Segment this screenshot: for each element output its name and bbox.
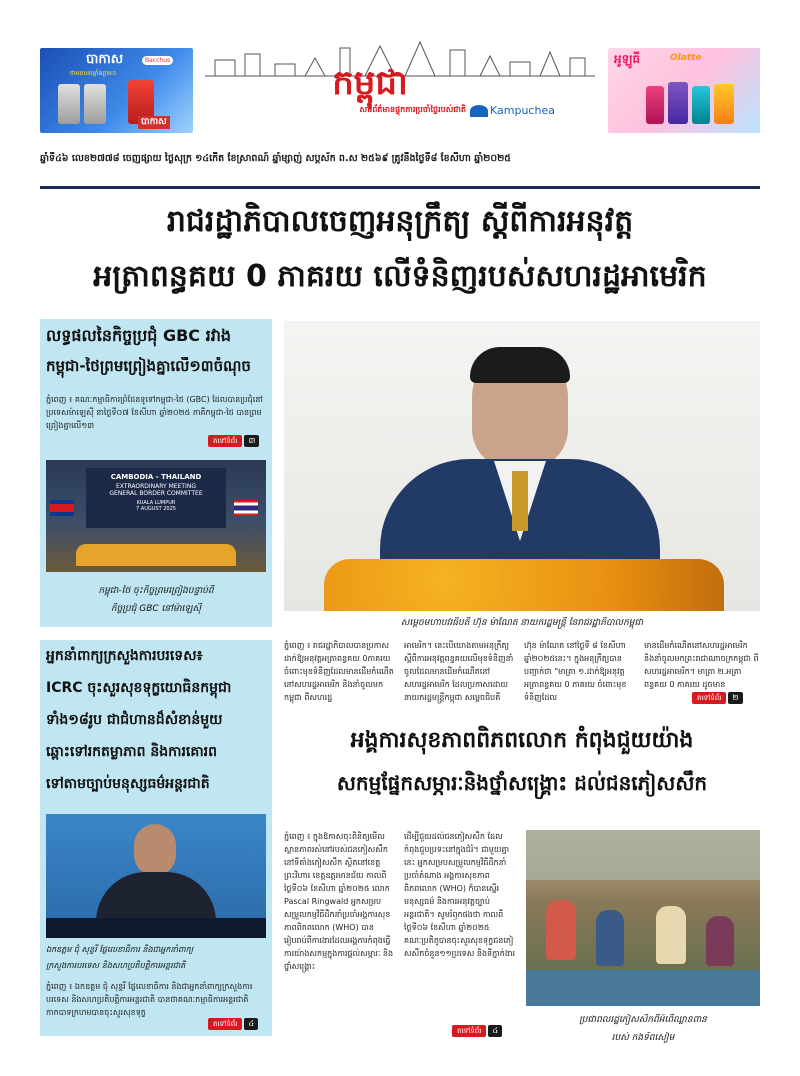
continued-label: តទៅទំព័រ xyxy=(452,1025,486,1037)
masthead xyxy=(0,0,800,150)
ad-right-title: អូឡូធី xyxy=(614,52,641,66)
continued-page-number: ៤ xyxy=(244,1018,258,1030)
story-icrc-body: ភ្នំពេញ ៖ ឯកឧត្តម ជុំ សុន្ទរី ផ្លែលេខាធិការ និងជាអ្នកនាំពាក្យក្រសួងការបរទេស និងសហប្រតិបត្តិការអន្តរជាតិ បានថាគណៈកម្មាធិការអន្តរជាតិកាកបាទក្រហមបានចុះសួរសុខទុក្ខ xyxy=(46,982,253,1017)
masthead-divider xyxy=(40,186,760,189)
photo-banner-line-3: GENERAL BORDER COMMITTEE xyxy=(109,490,203,497)
lead-story-photo[interactable] xyxy=(284,321,760,611)
story-icrc-continued[interactable] xyxy=(208,1018,258,1030)
drink-can-icon xyxy=(692,86,710,124)
portrait-tie xyxy=(512,471,528,531)
story-who-col-2: ដើម្បីជួយដល់ជនភៀសសឹក ដែលកំពុងជួបប្រទះនៅក្នុងជំរំ។ ជាមួយគ្នា នេះ អ្នកសម្របសម្រួលកម្មវិធីដឹកនាំប្រចាំតំណាង អង្គការសុខភាពពិភពលោក (WHO) ក៏បានស្នើរមនុស្សធម៌ និងការអនុវត្តច្បាប់អន្តរជាតិ។ សូមរំឭកផងថា កាលពីថ្ងៃទី០៦ ខែសីហា ឆ្នាំ២០២៥ គណៈប្រតិភូបានចុះសួរសុខទុក្ខជនភៀសសឹកចំនួន១១ប្រទេស និងទីភ្នាក់ងារ xyxy=(404,832,515,958)
continued-page-number: ៣ xyxy=(244,435,259,447)
flower-arrangement xyxy=(324,559,724,611)
crowd-figure xyxy=(546,900,576,960)
portrait-head xyxy=(134,824,176,876)
logo-slogan: សារព័ត៌មានផ្ទុកការប្រចាំថ្ងៃរបស់ជាតិ xyxy=(359,105,466,114)
dateline: ឆ្នាំទី៤៦ លេខ២៧៧៨ ចេញផ្សាយ ថ្ងៃសុក្រ ១៤កើត ខែស្រាពណ៍ ឆ្នាំម្សាញ់ សប្តស័ក ព.ស ២៥៦៩ ត្រូវនឹងថ្ងៃទី៨ ខែសីហា ឆ្នាំ២០២៥ xyxy=(40,153,511,164)
tarp xyxy=(526,830,760,880)
photo-banner-line-1: CAMBODIA - THAILAND xyxy=(110,473,202,481)
crowd-figure xyxy=(596,910,624,966)
lead-story-caption: សម្តេចមហាបវរធិបតី ហ៊ុន ម៉ាណែត នាយករដ្ឋមន្ត្រី នៃរាជរដ្ឋាភិបាលកម្ពុជា xyxy=(400,618,644,628)
continued-page-number: ៤ xyxy=(488,1025,502,1037)
lead-story-col-4: មានដើមកំណើតនៅសហរដ្ឋអាមេរិក និងនាំចូលមកព្រះរាជាណាចក្រកម្ពុជា ពីសហរដ្ឋអាមេរិក។ មាត្រា ២.អត្រាពន្ធគយ 0 ភាគរយ ដូចមាន xyxy=(644,641,759,689)
portrait-hair xyxy=(470,347,570,383)
ad-left-subtitle: ថាមពលកម្លាំងភ្លាមៗ xyxy=(70,70,116,77)
lead-story-continued[interactable] xyxy=(692,692,743,704)
story-gbc-title-line-2[interactable]: កម្ពុជា-ថៃព្រមព្រៀងគ្នាលើ១៣ចំណុច xyxy=(46,357,251,375)
photo-banner-line-5: 7 AUGUST 2025 xyxy=(136,506,176,512)
story-gbc-caption-line-2: កិច្ចប្រជុំ GBC នៅម៉ាឡេស៊ី xyxy=(110,604,202,614)
story-icrc-photo[interactable] xyxy=(46,814,266,938)
drink-can-icon xyxy=(714,84,734,124)
thailand-flag-icon xyxy=(234,500,258,516)
story-who-title-line-1[interactable]: អង្គការសុខភាពពិភពលោក កំពុងជួយយ៉ាង xyxy=(350,728,694,753)
story-who-caption-line-1: ប្រជាពលរដ្ឋភៀសសឹកពីអំពើឈ្លានពាន xyxy=(579,1015,707,1025)
logo-latin-name: Kampuchea xyxy=(490,104,555,117)
lead-story-col-3: ហ៊ុន ម៉ាណែត នៅថ្ងៃទី ៨ ខែសីហា ឆ្នាំ២០២៥នេះ។ ក្នុងអនុក្រឹត្យបានបញ្ជាក់ថា "មាត្រា ១.ដាក់ឱ្យអនុវត្តអត្រាពន្ធគយ 0 ភាគរយ ចំពោះមុខទំនិញដែល xyxy=(524,641,627,702)
story-gbc xyxy=(40,319,272,627)
continued-label: តទៅទំព័រ xyxy=(208,435,242,447)
story-icrc-title-line-5[interactable]: ទៅតាមច្បាប់មនុស្សធម៌អន្តរជាតិ xyxy=(46,776,210,792)
photo-banner-line-2: EXTRAORDINARY MEETING xyxy=(116,483,196,490)
story-icrc-title-line-3[interactable]: ទាំង១៨រូប ជាជំហានដ៏សំខាន់មួយ xyxy=(46,712,223,728)
story-icrc-title-line-4[interactable]: ឆ្ពោះទៅរកតម្លាភាព និងការគោរព xyxy=(46,744,217,760)
lead-story-col-2: អាមេរិក។ នេះបើយោងតាមអនុក្រឹត្យស្តីពីការអនុវត្តពន្ធគយលើមុខទំនិញនាំចូលដែលមានដើមកំណើតនៅសហរដ្ឋអាមេរិក ដែលប្រកាសដោយនាយករដ្ឋមន្ត្រីកម្ពុជា សម្តេចធិបតី xyxy=(404,641,514,702)
lead-story-col-1: ភ្នំពេញ ៖ រាជរដ្ឋាភិបាលបានប្រកាសដាក់ឱ្យអនុវត្តអត្រាពន្ធគយ 0ភាគរយ ចំពោះមុខទំនិញដែលមានដើមកំណើតនៅសហរដ្ឋអាមេរិក និងនាំចូលមកកម្ពុជា ពីសហរដ្ឋ xyxy=(284,641,394,702)
story-icrc xyxy=(40,640,272,1036)
story-gbc-caption-line-1: កម្ពុជា-ថៃ ចុះកិច្ចព្រមព្រៀងបន្ទាប់ពី xyxy=(98,586,214,596)
drink-can-icon xyxy=(646,86,664,124)
story-gbc-continued[interactable] xyxy=(208,435,259,447)
story-who-caption-line-2: របស់ កងទ័ពសៀម xyxy=(611,1033,675,1043)
continued-label: តទៅទំព័រ xyxy=(692,692,726,704)
ad-left-title: បាកាស xyxy=(86,52,124,67)
story-who-photo[interactable] xyxy=(526,830,760,1006)
drink-can-icon xyxy=(668,82,688,124)
story-who-col-1: ភ្នំពេញ ៖ ក្នុងឱកាសចុះពិនិត្យមើលស្ថានភាពរស់នៅរបស់ជនភៀសសឹក នៅទីតាំងភៀសសឹក ស្ថិតនៅខេត្តព្រះវិហារ ខេត្តឧត្តរមានជ័យ កាលពីថ្ងៃទី០៦ ខែសីហា ឆ្នាំ២០២៥ លោក Pascal Ringwald អ្នកសម្របសម្រួលកម្មវិធីដឹកនាំប្រចាំអង្គការសុខភាពពិភពលោក (WHO) បានរៀបរាប់ពីការងារដែលអង្គការកំពុងធ្វើការយ៉ាងសកម្មក្នុងការផ្តល់សម្ភារៈ និងថ្នាំសង្គ្រោះ xyxy=(284,832,394,971)
story-icrc-title-line-2[interactable]: ICRC ចុះសួរសុខទុក្ខយោធិនកម្ពុជា xyxy=(46,680,232,696)
ad-right-brand: Olatte xyxy=(670,53,702,63)
logo-wordmark[interactable]: កម្ពុជា xyxy=(332,63,408,103)
continued-page-number: ២ xyxy=(728,692,742,704)
story-icrc-caption-line-1: ឯកឧត្តម ជុំ សុន្ទរី ផ្លែលេខាធិការ និងជាអ្នកនាំពាក្យ xyxy=(46,945,194,954)
crowd-figure xyxy=(706,916,734,966)
story-who-continued[interactable] xyxy=(452,1025,502,1037)
ad-left-title-2: បាកាស xyxy=(138,116,170,129)
photo-banner xyxy=(86,468,226,528)
ground xyxy=(526,970,760,1006)
ad-left[interactable] xyxy=(40,48,193,133)
photo-banner-line-4: KUALA LUMPUR xyxy=(136,500,176,506)
story-gbc-body: ភ្នំពេញ ៖ គណៈកម្មាធិការព្រំដែនទូទៅកម្ពុជា-ថៃ (GBC) ដែលបានប្រជុំនៅប្រទេសម៉ាឡេស៊ី នាថ្ងៃទី០៧ ខែសីហា ឆ្នាំ២០២៥ ភាគីកម្ពុជា-ថៃ បានព្រមព្រៀងគ្នាលើ១៣ xyxy=(46,395,263,430)
main-headline-line-1[interactable]: រាជរដ្ឋាភិបាលចេញអនុក្រឹត្យ ស្តីពីការអនុវត្ត xyxy=(166,204,634,239)
ad-right[interactable] xyxy=(608,48,760,133)
story-who-title-line-2[interactable]: សកម្មផ្នែកសម្ភារៈនិងថ្នាំសង្គ្រោះ ដល់ជនភៀសសឹក xyxy=(336,771,708,795)
story-gbc-title-line-1[interactable]: លទ្ធផលនៃកិច្ចប្រជុំ GBC រវាង xyxy=(46,326,232,345)
flower-arrangement xyxy=(76,544,236,566)
continued-label: តទៅទំព័រ xyxy=(208,1018,242,1030)
cambodia-flag-icon xyxy=(50,500,74,516)
story-gbc-photo[interactable] xyxy=(46,460,266,572)
emblem-icon xyxy=(470,105,488,117)
story-icrc-title-line-1[interactable]: អ្នកនាំពាក្យក្រសួងការបរទេស៖ xyxy=(46,648,203,664)
story-icrc-caption-line-2: ក្រសួងការបរទេស និងសហប្រតិបត្តិការអន្តរជាតិ xyxy=(46,961,186,970)
ad-left-brand: Bacchus xyxy=(142,56,173,65)
main-headline-line-2[interactable]: អត្រាពន្ធគយ 0 ភាគរយ លើទំនិញរបស់សហរដ្ឋអាមេរិក xyxy=(93,259,707,294)
energy-can-icon xyxy=(58,84,80,124)
desk xyxy=(46,918,266,938)
energy-can-icon xyxy=(84,84,106,124)
crowd-figure xyxy=(656,906,686,964)
